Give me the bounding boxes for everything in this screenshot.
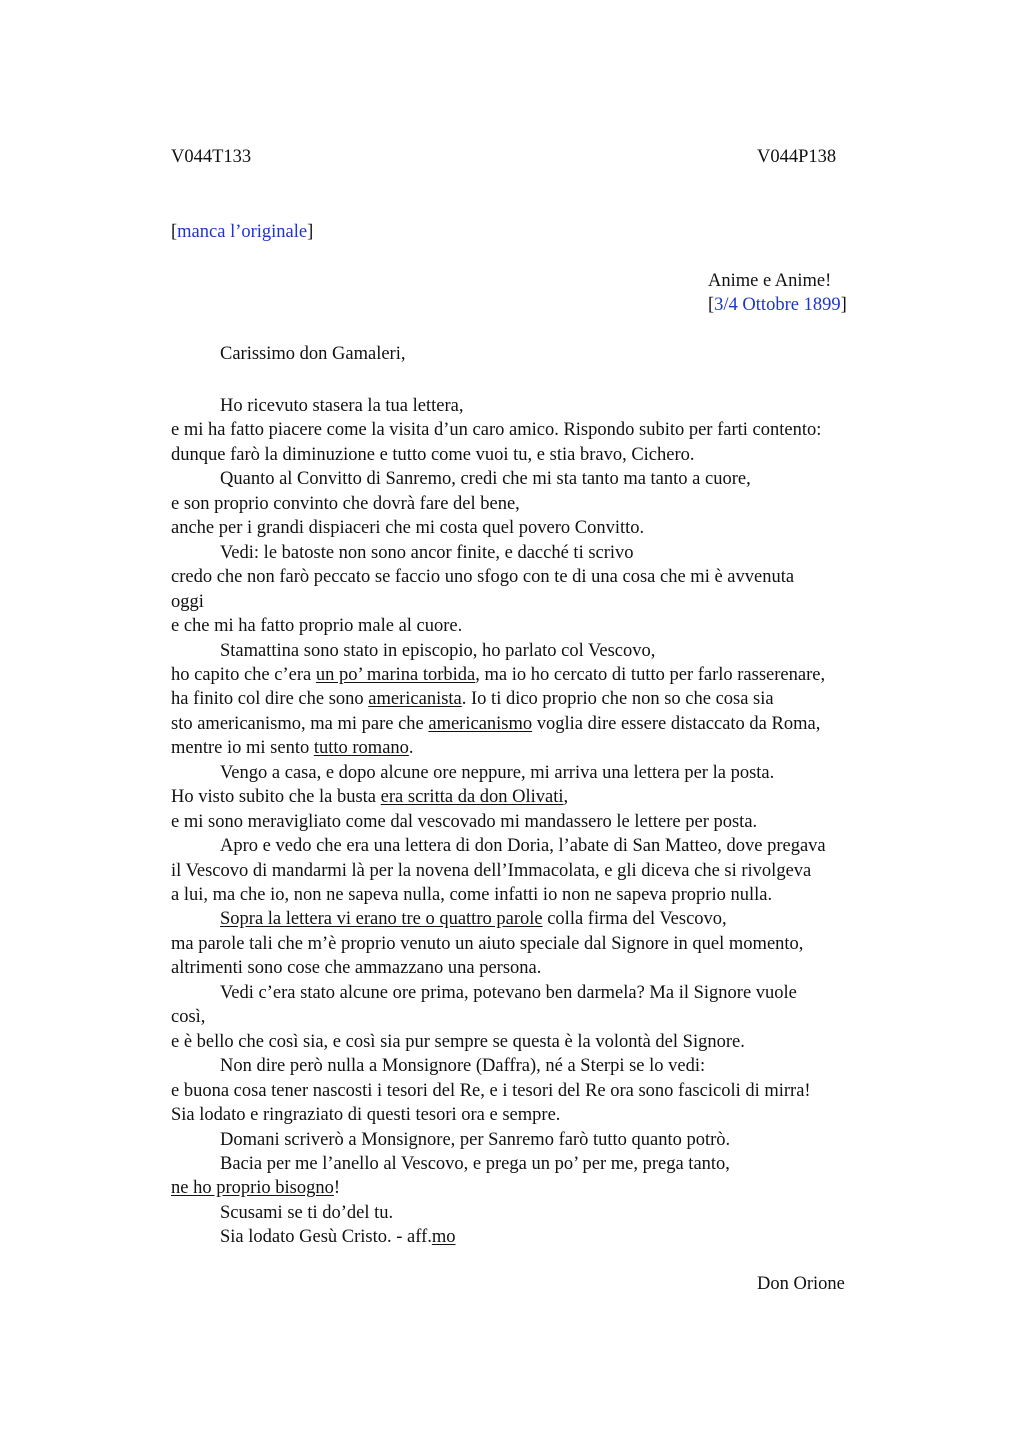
text-segment: ! <box>333 1178 341 1199</box>
text-segment: e son proprio convinto che dovrà fare del bene, <box>171 493 520 514</box>
underlined-text: Sopra la lettera vi erano tre o quattro parole <box>220 909 543 930</box>
letter-line <box>220 834 826 859</box>
text-segment: Vedi c’era stato alcune ore prima, potevano ben darmela? Ma il Signore vuole <box>220 982 797 1003</box>
text-segment: Sia lodato Gesù Cristo. - aff. <box>220 1227 432 1248</box>
letter-line <box>171 516 644 541</box>
letter-line <box>220 761 774 786</box>
text-segment: Ho ricevuto stasera la tua lettera, <box>220 396 464 416</box>
letter-line <box>171 663 825 688</box>
text-segment: così, <box>171 1007 206 1028</box>
text-segment: colla firma del Vescovo, <box>542 909 727 930</box>
letter-line <box>171 687 774 712</box>
letter-title: Anime e Anime! <box>708 271 832 291</box>
text-segment: Apro e vedo che era una lettera di don Doria, l’abate di San Matteo, dove pregava <box>220 836 826 857</box>
letter-line <box>171 785 568 810</box>
editorial-note-text: manca l’originale <box>177 222 308 242</box>
letter-line <box>171 859 811 884</box>
underlined-text: americanista <box>368 689 462 710</box>
underlined-text: un po’ marina torbida <box>315 665 476 685</box>
letter-line <box>171 1079 811 1104</box>
text-segment: e che mi ha fatto proprio male al cuore. <box>171 616 463 636</box>
text-segment: Ho visto subito che la busta <box>171 787 381 808</box>
letter-line <box>171 883 772 908</box>
text-segment: il Vescovo di mandarmi là per la novena dell’Immacolata, e gli diceva che si rivolgeva <box>171 860 812 881</box>
letter-line <box>171 1103 560 1128</box>
text-segment: ha finito col dire che sono <box>171 689 369 710</box>
text-segment: dunque farò la diminuzione e tutto come vuoi tu, e stia bravo, Cichero. <box>171 444 695 465</box>
letter-line <box>171 590 204 615</box>
letter-line <box>220 1201 393 1226</box>
letter-line <box>220 1128 730 1153</box>
letter-line <box>171 418 821 443</box>
text-segment: Non dire però nulla a Monsignore (Daffra), né a Sterpi se lo vedi: <box>220 1056 706 1077</box>
text-segment: Sia lodato e ringraziato di questi tesori ora e sempre. <box>171 1105 561 1125</box>
underlined-text: era scritta da don Olivati <box>380 787 564 808</box>
letter-line <box>171 1030 745 1055</box>
text-segment: . <box>408 738 414 759</box>
underlined-text: tutto romano <box>313 738 409 759</box>
letter-line <box>171 1176 340 1201</box>
underlined-text: mo <box>431 1227 456 1248</box>
letter-date: [3/4 Ottobre 1899] <box>708 295 847 315</box>
editorial-note: [manca l’originale] <box>171 222 314 242</box>
letter-line <box>171 932 803 957</box>
letter-line <box>220 1054 705 1079</box>
letter-line <box>171 1005 205 1030</box>
text-segment: Scusami se ti do’del tu. <box>220 1202 394 1223</box>
text-segment: Bacia per me l’anello al Vescovo, e prega un po’ per me, prega tanto, <box>220 1153 730 1174</box>
letter-line <box>171 565 794 590</box>
text-segment: voglia dire essere distaccato da Roma, <box>532 713 821 734</box>
text-segment: . Io ti dico proprio che non so che cosa sia <box>461 689 774 710</box>
text-segment: e mi sono meravigliato come dal vescovado mi mandassero le lettere per posta. <box>171 811 758 832</box>
text-segment: anche per i grandi dispiaceri che mi costa quel povero Convitto. <box>171 518 645 539</box>
text-segment: a lui, ma che io, non ne sapeva nulla, come infatti io non ne sapeva proprio nulla. <box>171 885 773 905</box>
underlined-text: ne ho proprio bisogno <box>171 1178 334 1199</box>
text-segment: Vedi: le batoste non sono ancor finite, e dacché ti scrivo <box>220 542 634 563</box>
document-code-left: V044T133 <box>171 147 252 167</box>
letter-line <box>220 1225 456 1250</box>
text-segment: Domani scriverò a Monsignore, per Sanremo farò tutto quanto potrò. <box>220 1129 731 1150</box>
text-segment: Stamattina sono stato in episcopio, ho parlato col Vescovo, <box>220 640 656 661</box>
letter-line <box>220 541 634 566</box>
letter-line <box>171 443 695 468</box>
letter-line <box>171 614 462 639</box>
text-segment: sto americanismo, ma mi pare che <box>171 713 429 734</box>
letter-line <box>220 639 655 664</box>
letter-line <box>171 956 541 981</box>
letter-line <box>171 492 520 517</box>
text-segment: Vengo a casa, e dopo alcune ore neppure, mi arriva una lettera per la posta. <box>220 762 775 783</box>
letter-line <box>220 1152 730 1177</box>
letter-line <box>171 712 820 737</box>
text-segment: mentre io mi sento <box>171 738 314 759</box>
underlined-text: americanismo <box>428 713 533 734</box>
text-segment: altrimenti sono cose che ammazzano una persona. <box>171 958 542 979</box>
text-segment: ho capito che c’era <box>171 665 316 685</box>
text-segment: e mi ha fatto piacere come la visita d’un caro amico. Rispondo subito per farti contento: <box>171 420 822 441</box>
text-segment: ma parole tali che m’è proprio venuto un aiuto speciale dal Signore in quel momento, <box>171 933 804 954</box>
text-segment: credo che non farò peccato se faccio uno sfogo con te di una cosa che mi è avvenuta <box>171 567 795 588</box>
text-segment: Quanto al Convitto di Sanremo, credi che mi sta tanto ma tanto a cuore, <box>220 469 751 490</box>
letter-line <box>220 907 727 932</box>
salutation: Carissimo don Gamaleri, <box>220 344 406 364</box>
letter-line <box>220 394 463 419</box>
text-segment: e buona cosa tener nascosti i tesori del Re, e i tesori del Re ora sono fascicoli di mirra! <box>171 1080 811 1101</box>
document-code-right: V044P138 <box>757 147 837 167</box>
letter-line <box>220 467 751 492</box>
text-segment: , <box>563 787 569 808</box>
letter-line <box>171 736 414 761</box>
letter-line <box>220 981 797 1006</box>
text-segment: e è bello che così sia, e così sia pur sempre se questa è la volontà del Signore. <box>171 1031 745 1052</box>
text-segment: oggi <box>171 591 204 612</box>
letter-line <box>171 810 757 835</box>
text-segment: , ma io ho cercato di tutto per farlo rasserenare, <box>475 665 826 685</box>
signature: Don Orione <box>757 1274 845 1294</box>
letter-date-text: 3/4 Ottobre 1899 <box>714 295 841 315</box>
